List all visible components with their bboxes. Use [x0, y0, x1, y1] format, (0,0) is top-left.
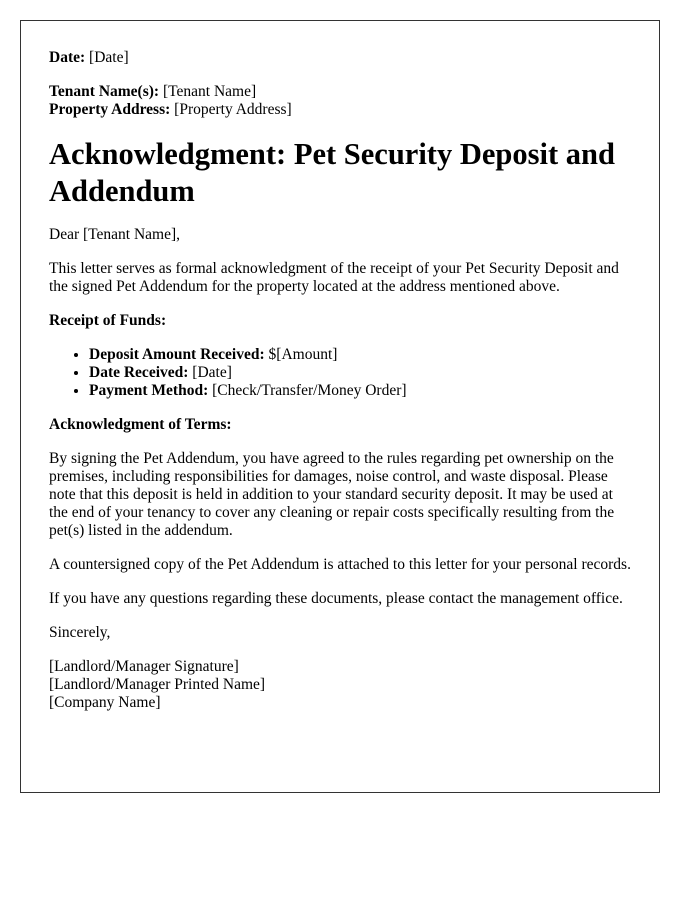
terms-heading-text: Acknowledgment of Terms:	[49, 416, 232, 433]
salutation: Dear [Tenant Name],	[49, 226, 181, 243]
funds-item-label: Payment Method:	[89, 382, 209, 399]
funds-item-label: Date Received:	[89, 364, 189, 381]
funds-item-label: Deposit Amount Received:	[89, 346, 265, 363]
funds-item-value: [Check/Transfer/Money Order]	[212, 382, 407, 399]
letter-title: Acknowledgment: Pet Security Deposit and Addendum	[49, 137, 615, 208]
funds-item-date	[89, 364, 631, 382]
signature-line: [Landlord/Manager Signature]	[49, 658, 239, 675]
address-line	[49, 101, 631, 119]
funds-heading-text: Receipt of Funds:	[49, 312, 167, 329]
tenant-value: [Tenant Name]	[162, 83, 257, 100]
address-value: [Property Address]	[174, 101, 292, 118]
letter-container	[20, 20, 660, 793]
intro-paragraph: This letter serves as formal acknowledgment of the receipt of your Pet Security Deposit and the signed Pet Addendum for the property located at the address mentioned above.	[49, 260, 619, 295]
funds-list	[49, 346, 631, 400]
attachment-paragraph: A countersigned copy of the Pet Addendum is attached to this letter for your personal records.	[49, 556, 631, 573]
funds-item-value: [Date]	[192, 364, 232, 381]
tenant-line	[49, 83, 631, 101]
funds-item-method	[89, 382, 631, 400]
funds-heading	[49, 312, 631, 330]
closing: Sincerely,	[49, 624, 111, 641]
date-line	[49, 49, 631, 67]
funds-item-value: $[Amount]	[268, 346, 338, 363]
tenant-label: Tenant Name(s):	[49, 83, 160, 100]
date-label: Date:	[49, 49, 86, 66]
company-name-line: [Company Name]	[49, 694, 161, 711]
terms-heading	[49, 416, 631, 434]
funds-item-amount	[89, 346, 631, 364]
terms-paragraph: By signing the Pet Addendum, you have agreed to the rules regarding pet ownership on the premises, including responsibilities for damages, noise control, and waste disposal. Please note that this deposit is held in addition to your standard security deposit. It may be used at the end of your tenancy to cover any cleaning or repair costs specifically resulting from the pet(s) listed in the addendum.	[49, 450, 615, 539]
contact-paragraph: If you have any questions regarding these documents, please contact the management office.	[49, 590, 623, 607]
address-label: Property Address:	[49, 101, 171, 118]
date-value: [Date]	[89, 49, 129, 66]
printed-name-line: [Landlord/Manager Printed Name]	[49, 676, 266, 693]
